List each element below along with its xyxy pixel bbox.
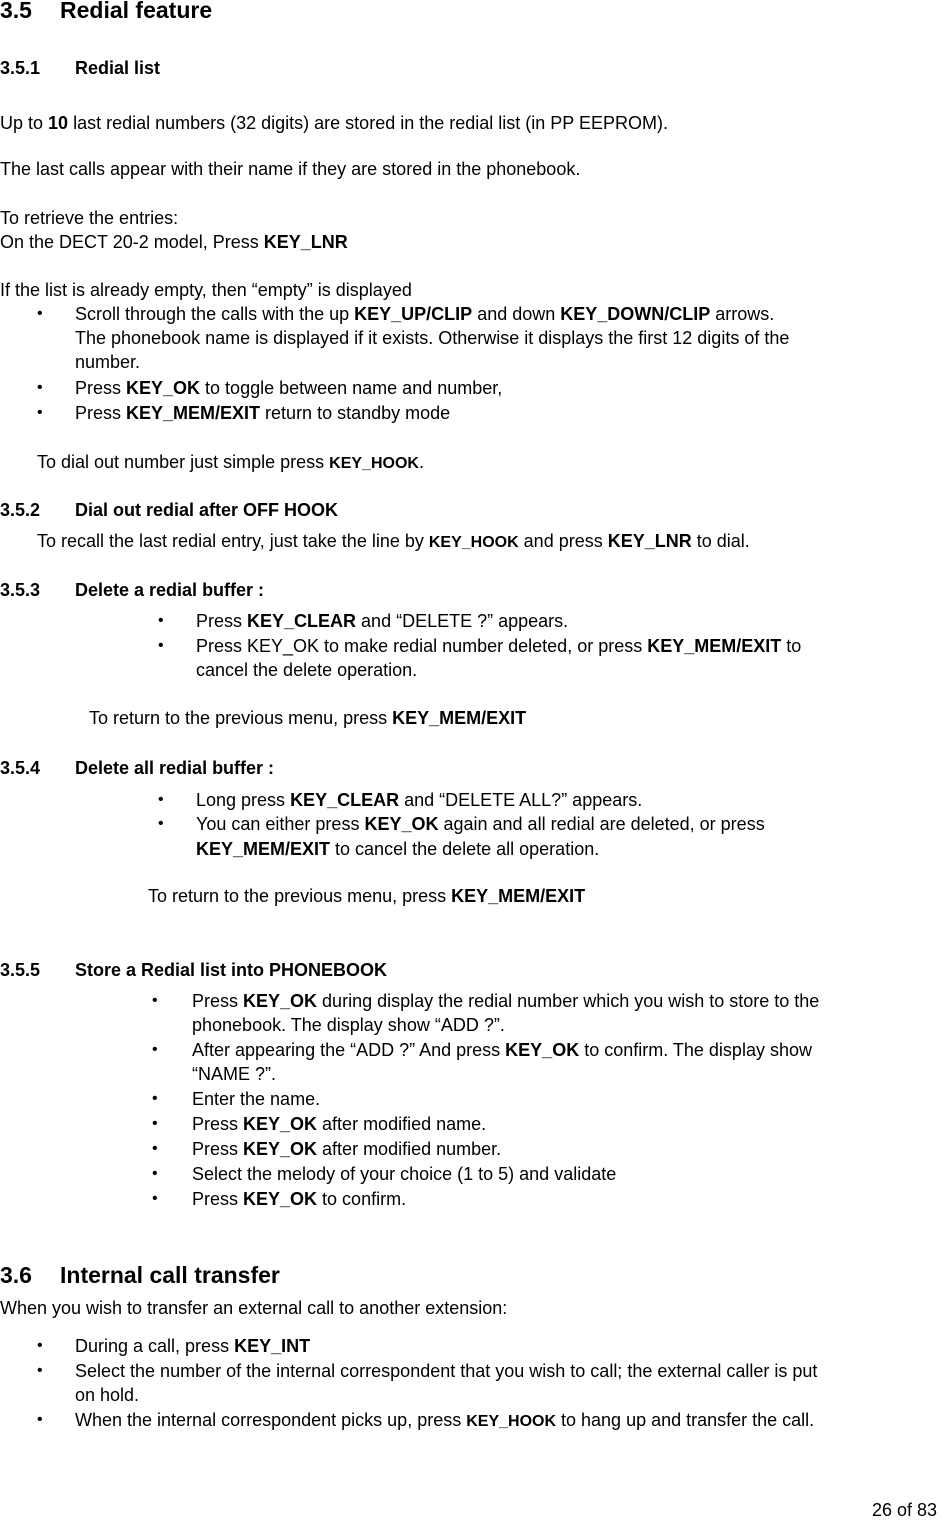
key-label: KEY_MEM/EXIT xyxy=(196,839,331,859)
list-item xyxy=(75,302,774,326)
bullet-icon: • xyxy=(152,1140,158,1157)
key-label: KEY_UP/CLIP xyxy=(354,304,473,324)
paragraph: To retrieve the entries: xyxy=(0,208,179,228)
text: When the internal correspondent picks up, press xyxy=(75,1410,467,1430)
key-label: KEY_OK xyxy=(243,1114,318,1134)
text: and press xyxy=(518,531,608,551)
list-item-continuation: The phonebook name is displayed if it exists. Otherwise it displays the first 12 digits of the xyxy=(75,328,790,348)
bullet-icon: • xyxy=(37,1411,43,1428)
paragraph xyxy=(0,111,668,135)
text: To recall the last redial entry, just take the line by xyxy=(37,531,429,551)
list-item xyxy=(192,1038,812,1062)
list-item xyxy=(192,989,819,1013)
bullet-icon: • xyxy=(37,379,43,396)
section-number: 3.5.3 xyxy=(0,580,41,600)
list-item-continuation xyxy=(196,837,599,861)
list-item xyxy=(196,609,568,633)
list-item xyxy=(192,1112,486,1136)
text: return to standby mode xyxy=(260,403,451,423)
bullet-icon: • xyxy=(152,1041,158,1058)
text: To return to the previous menu, press xyxy=(89,708,393,728)
bullet-icon: • xyxy=(37,1362,43,1379)
bullet-icon: • xyxy=(152,1115,158,1132)
key-label: KEY_MEM/EXIT xyxy=(126,403,261,423)
paragraph xyxy=(37,529,750,555)
paragraph: The last calls appear with their name if they are stored in the phonebook. xyxy=(0,159,581,179)
text: . xyxy=(418,452,424,472)
list-item-continuation: phonebook. The display show “ADD ?”. xyxy=(192,1015,505,1035)
key-label: KEY_OK xyxy=(364,814,439,834)
text: and down xyxy=(472,304,561,324)
list-item xyxy=(192,1187,406,1211)
text: after modified name. xyxy=(317,1114,487,1134)
section-title: Delete all redial buffer : xyxy=(75,758,275,778)
list-item-continuation: cancel the delete operation. xyxy=(196,660,418,680)
list-item: Enter the name. xyxy=(192,1089,321,1109)
paragraph: When you wish to transfer an external call to another extension: xyxy=(0,1298,508,1318)
text: again and all redial are deleted, or press xyxy=(438,814,765,834)
list-item xyxy=(196,788,642,812)
section-heading-3-6 xyxy=(0,1263,280,1287)
key-label: KEY_INT xyxy=(234,1336,311,1356)
section-title: Delete a redial buffer : xyxy=(75,580,265,600)
section-number: 3.5 xyxy=(0,0,32,23)
list-item-continuation: “NAME ?”. xyxy=(192,1064,277,1084)
section-heading-3-5-2 xyxy=(0,498,338,522)
bullet-icon: • xyxy=(158,815,164,832)
bullet-icon: • xyxy=(158,791,164,808)
text: After appearing the “ADD ?” And press xyxy=(192,1040,506,1060)
paragraph xyxy=(89,706,526,730)
section-title: Dial out redial after OFF HOOK xyxy=(75,500,339,520)
key-label: KEY_MEM/EXIT xyxy=(392,708,527,728)
list-item xyxy=(75,376,502,400)
list-item xyxy=(75,401,450,425)
section-title: Redial list xyxy=(75,58,161,78)
key-label: KEY_CLEAR xyxy=(290,790,400,810)
section-title: Store a Redial list into PHONEBOOK xyxy=(75,960,388,980)
text: to dial. xyxy=(691,531,750,551)
list-item xyxy=(192,1137,501,1161)
list-item xyxy=(196,634,801,658)
bold-text: 10 xyxy=(48,113,69,133)
text: to confirm. xyxy=(317,1189,407,1209)
text: Press xyxy=(192,1139,244,1159)
section-number: 3.6 xyxy=(0,1262,32,1288)
section-heading-3-5 xyxy=(0,0,212,22)
text: Press KEY_OK to make redial number deleted, or press xyxy=(196,636,648,656)
paragraph xyxy=(37,450,424,476)
text: Press xyxy=(192,1189,244,1209)
list-item: Select the number of the internal correspondent that you wish to call; the external caller is put xyxy=(75,1361,818,1381)
text: Up to xyxy=(0,113,49,133)
list-item xyxy=(75,1408,814,1434)
key-label: KEY_HOOK xyxy=(329,455,419,472)
text: Press xyxy=(192,1114,244,1134)
key-label: KEY_LNR xyxy=(607,531,692,551)
text: To return to the previous menu, press xyxy=(148,886,452,906)
bullet-icon: • xyxy=(152,992,158,1009)
text: During a call, press xyxy=(75,1336,235,1356)
key-label: KEY_OK xyxy=(505,1040,580,1060)
bullet-icon: • xyxy=(152,1090,158,1107)
section-heading-3-5-5 xyxy=(0,958,387,982)
section-number: 3.5.1 xyxy=(0,58,41,78)
text: Press xyxy=(196,611,248,631)
key-label: KEY_OK xyxy=(243,1139,318,1159)
text: To dial out number just simple press xyxy=(37,452,330,472)
text: Press xyxy=(75,378,127,398)
text: to toggle between name and number, xyxy=(200,378,503,398)
section-heading-3-5-3 xyxy=(0,578,264,602)
text: to hang up and transfer the call. xyxy=(556,1410,815,1430)
list-item: Select the melody of your choice (1 to 5) and validate xyxy=(192,1164,617,1184)
text: Long press xyxy=(196,790,291,810)
bullet-icon: • xyxy=(37,305,43,322)
text: to confirm. The display show xyxy=(579,1040,812,1060)
section-title: Redial feature xyxy=(60,0,213,23)
section-title: Internal call transfer xyxy=(60,1262,280,1288)
list-item xyxy=(75,1334,310,1358)
bullet-icon: • xyxy=(152,1165,158,1182)
section-number: 3.5.4 xyxy=(0,758,41,778)
section-number: 3.5.2 xyxy=(0,500,41,520)
bullet-icon: • xyxy=(158,637,164,654)
key-label: KEY_OK xyxy=(243,991,318,1011)
bullet-icon: • xyxy=(37,404,43,421)
key-label: KEY_OK xyxy=(243,1189,318,1209)
text: Press xyxy=(192,991,244,1011)
text: You can either press xyxy=(196,814,365,834)
text: and “DELETE ALL?” appears. xyxy=(399,790,643,810)
key-label: KEY_HOOK xyxy=(466,1413,557,1430)
key-label: KEY_HOOK xyxy=(428,534,519,551)
key-label: KEY_MEM/EXIT xyxy=(647,636,782,656)
text: to cancel the delete all operation. xyxy=(330,839,600,859)
paragraph: If the list is already empty, then “empty” is displayed xyxy=(0,280,412,300)
text: after modified number. xyxy=(317,1139,502,1159)
bullet-icon: • xyxy=(158,612,164,629)
page-number: 26 of 83 xyxy=(871,1500,937,1520)
key-label: KEY_CLEAR xyxy=(247,611,357,631)
bullet-icon: • xyxy=(152,1190,158,1207)
list-item-continuation: on hold. xyxy=(75,1385,140,1405)
key-label: KEY_LNR xyxy=(263,232,348,252)
key-label: KEY_MEM/EXIT xyxy=(451,886,586,906)
paragraph xyxy=(148,884,585,908)
text: last redial numbers (32 digits) are stored in the redial list (in PP EEPROM). xyxy=(68,113,668,133)
key-label: KEY_DOWN/CLIP xyxy=(560,304,711,324)
section-number: 3.5.5 xyxy=(0,960,41,980)
key-label: KEY_OK xyxy=(126,378,201,398)
text: Scroll through the calls with the up xyxy=(75,304,355,324)
list-item xyxy=(196,812,765,836)
text: Press xyxy=(75,403,127,423)
text: arrows. xyxy=(710,304,775,324)
section-heading-3-5-4 xyxy=(0,756,274,780)
text: during display the redial number which you wish to store to the xyxy=(317,991,820,1011)
text: On the DECT 20-2 model, Press xyxy=(0,232,264,252)
text: and “DELETE ?” appears. xyxy=(356,611,569,631)
text: to xyxy=(781,636,802,656)
paragraph xyxy=(0,230,348,254)
section-heading-3-5-1 xyxy=(0,56,160,80)
bullet-icon: • xyxy=(37,1337,43,1354)
list-item-continuation: number. xyxy=(75,352,141,372)
